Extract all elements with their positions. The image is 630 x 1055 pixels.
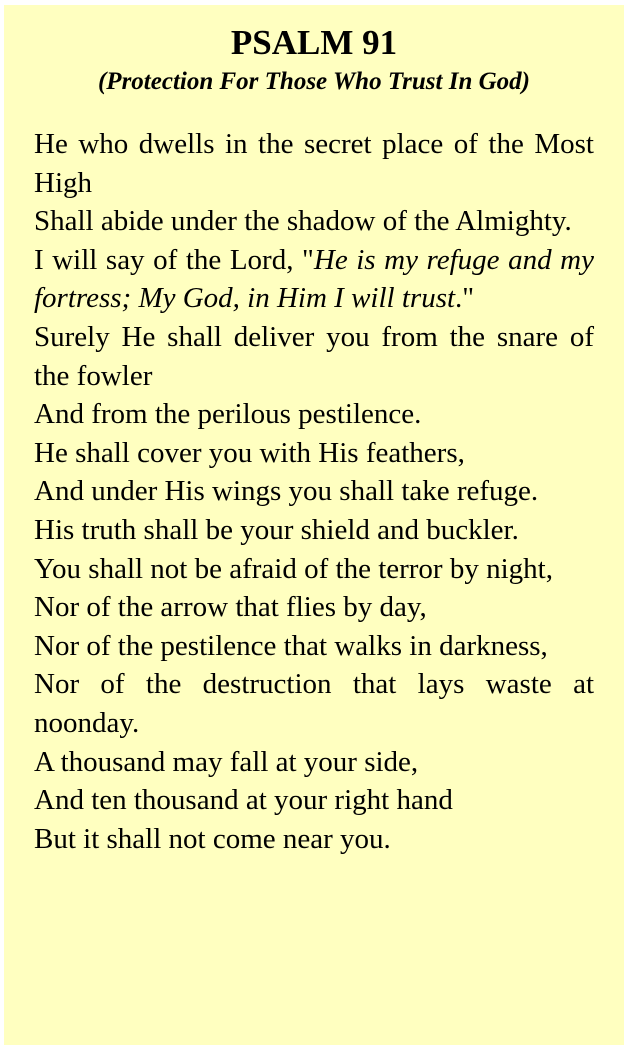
verse-quote-text: He is my refuge and my fortress; My God, in Him I will trust — [34, 243, 594, 315]
page-subtitle: (Protection For Those Who Trust In God) — [97, 68, 530, 95]
verse-line: And ten thousand at your right hand — [34, 784, 453, 817]
verse-line: Nor of the arrow that flies by day, — [34, 591, 427, 624]
verse-line: But it shall not come near you. — [34, 822, 391, 855]
verse-line-quote — [34, 241, 594, 318]
verse-list — [34, 125, 594, 858]
page-title: PSALM 91 — [230, 23, 398, 62]
verse-line: And under His wings you shall take refuge. — [34, 475, 539, 508]
verse-line: Surely He shall deliver you from the snare of the fowler — [34, 320, 594, 392]
verse-line: Shall abide under the shadow of the Almighty. — [34, 205, 572, 238]
verse-line: Nor of the destruction that lays waste at noonday. — [34, 668, 594, 739]
verse-line: You shall not be afraid of the terror by night, — [34, 552, 553, 585]
verse-line: A thousand may fall at your side, — [34, 745, 419, 778]
verse-line: He who dwells in the secret place of the Most High — [34, 128, 594, 199]
verse-line: And from the perilous pestilence. — [34, 398, 422, 431]
verse-line: His truth shall be your shield and buckler. — [34, 513, 519, 546]
verse-line: Nor of the pestilence that walks in darkness, — [34, 629, 548, 662]
verse-line: He shall cover you with His feathers, — [34, 436, 465, 469]
verse-quote-end: ." — [455, 282, 475, 315]
verse-quote-lead: I will say of the Lord, " — [34, 243, 314, 276]
psalm-card — [4, 5, 624, 1045]
